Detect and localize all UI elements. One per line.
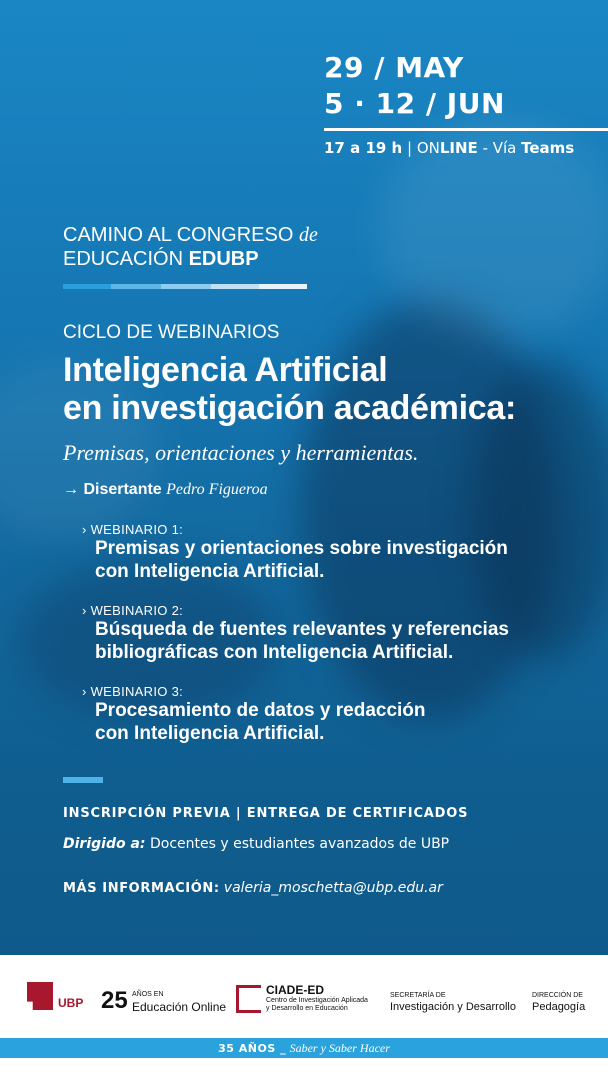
webinar-title-line-1: Procesamiento de datos y redacción (95, 700, 426, 721)
contact-label: MÁS INFORMACIÓN: (63, 881, 220, 896)
schedule-sep: | (402, 139, 417, 157)
secretaria-text: Investigación y Desarrollo (390, 1001, 516, 1013)
stripe-segment (259, 284, 307, 289)
event-edubp: EDUBP (188, 248, 259, 270)
webinar-title-line-2: con Inteligencia Artificial. (95, 561, 325, 582)
webinar-title-line-1: Búsqueda de fuentes relevantes y referencias (95, 619, 509, 640)
schedule-via: - Vía (477, 139, 522, 157)
webinar-label: WEBINARIO 1: (90, 522, 184, 537)
audience-text: Docentes y estudiantes avanzados de UBP (149, 836, 450, 852)
event-dates (324, 50, 505, 122)
series-title-line-2: en investigación académica: (63, 389, 516, 427)
stripe-segment (161, 284, 211, 289)
ciade-subtitle-1: Centro de Investigación Aplicada (266, 997, 368, 1004)
tagline-italic: Saber y Saber Hacer (289, 1041, 390, 1055)
speaker-label: Disertante (83, 481, 162, 498)
anios-text: Educación Online (132, 1000, 227, 1014)
speaker (63, 481, 268, 499)
series-title (63, 351, 516, 427)
arrow-right-icon: → (63, 481, 79, 498)
date-line-2: 5 · 12 / JUN (324, 87, 505, 120)
date-line-1: 29 / MAY (324, 51, 464, 84)
chevron-right-icon: › (82, 522, 87, 537)
webinar-1 (82, 522, 508, 583)
schedule (324, 139, 574, 157)
schedule-mode-a: ON (416, 139, 440, 157)
accent-bar (63, 777, 103, 783)
webinar-title-line-2: con Inteligencia Artificial. (95, 723, 325, 744)
webinar-title-line-1: Premisas y orientaciones sobre investigación (95, 538, 508, 559)
schedule-platform: Teams (521, 139, 575, 157)
divider (324, 128, 608, 131)
audience (63, 836, 449, 852)
webinar-3 (82, 684, 426, 745)
stripe-segment (211, 284, 259, 289)
bottom-margin (0, 1058, 608, 1080)
chevron-right-icon: › (82, 603, 87, 618)
anios-small: AÑOS EN (132, 991, 164, 998)
event-de: de (298, 224, 318, 246)
webinar-label: WEBINARIO 2: (90, 603, 184, 618)
color-stripe (63, 284, 307, 289)
stripe-segment (111, 284, 161, 289)
ciade-logo-icon (236, 985, 261, 1013)
webinar-label: WEBINARIO 3: (90, 684, 184, 699)
series-subtitle: Premisas, orientaciones y herramientas. (63, 440, 419, 465)
contact-info (63, 880, 443, 896)
webinar-2 (82, 603, 509, 664)
direccion-text: Pedagogía (532, 1001, 586, 1013)
anios-number: 25 (101, 987, 128, 1014)
registration-note: INSCRIPCIÓN PREVIA | ENTREGA DE CERTIFICADOS (63, 806, 469, 821)
series-title-line-1: Inteligencia Artificial (63, 351, 388, 389)
series-label: CICLO DE WEBINARIOS (63, 322, 280, 343)
event-line-1: CAMINO AL CONGRESO (63, 224, 299, 246)
stripe-segment (63, 284, 111, 289)
contact-email[interactable]: valeria_moschetta@ubp.edu.ar (223, 880, 443, 896)
direccion-small: DIRECCIÓN DE (532, 992, 583, 999)
ciade-title: CIADE-ED (266, 983, 325, 997)
speaker-name: Pedro Figueroa (166, 481, 268, 498)
tagline-bar (0, 1038, 608, 1058)
event-line-2: EDUCACIÓN (63, 248, 189, 270)
secretaria-small: SECRETARÍA DE (390, 992, 446, 999)
chevron-right-icon: › (82, 684, 87, 699)
ciade-subtitle-2: y Desarrollo en Educación (266, 1005, 348, 1012)
ubp-logo-text: UBP (58, 996, 84, 1010)
audience-label: Dirigido a: (63, 836, 146, 852)
webinar-title-line-2: bibliográficas con Inteligencia Artificial. (95, 642, 454, 663)
schedule-time: 17 a 19 h (324, 139, 403, 157)
tagline-bold: 35 AÑOS _ (218, 1042, 287, 1055)
event-heading (63, 223, 318, 271)
schedule-mode-b: LINE (439, 139, 478, 157)
